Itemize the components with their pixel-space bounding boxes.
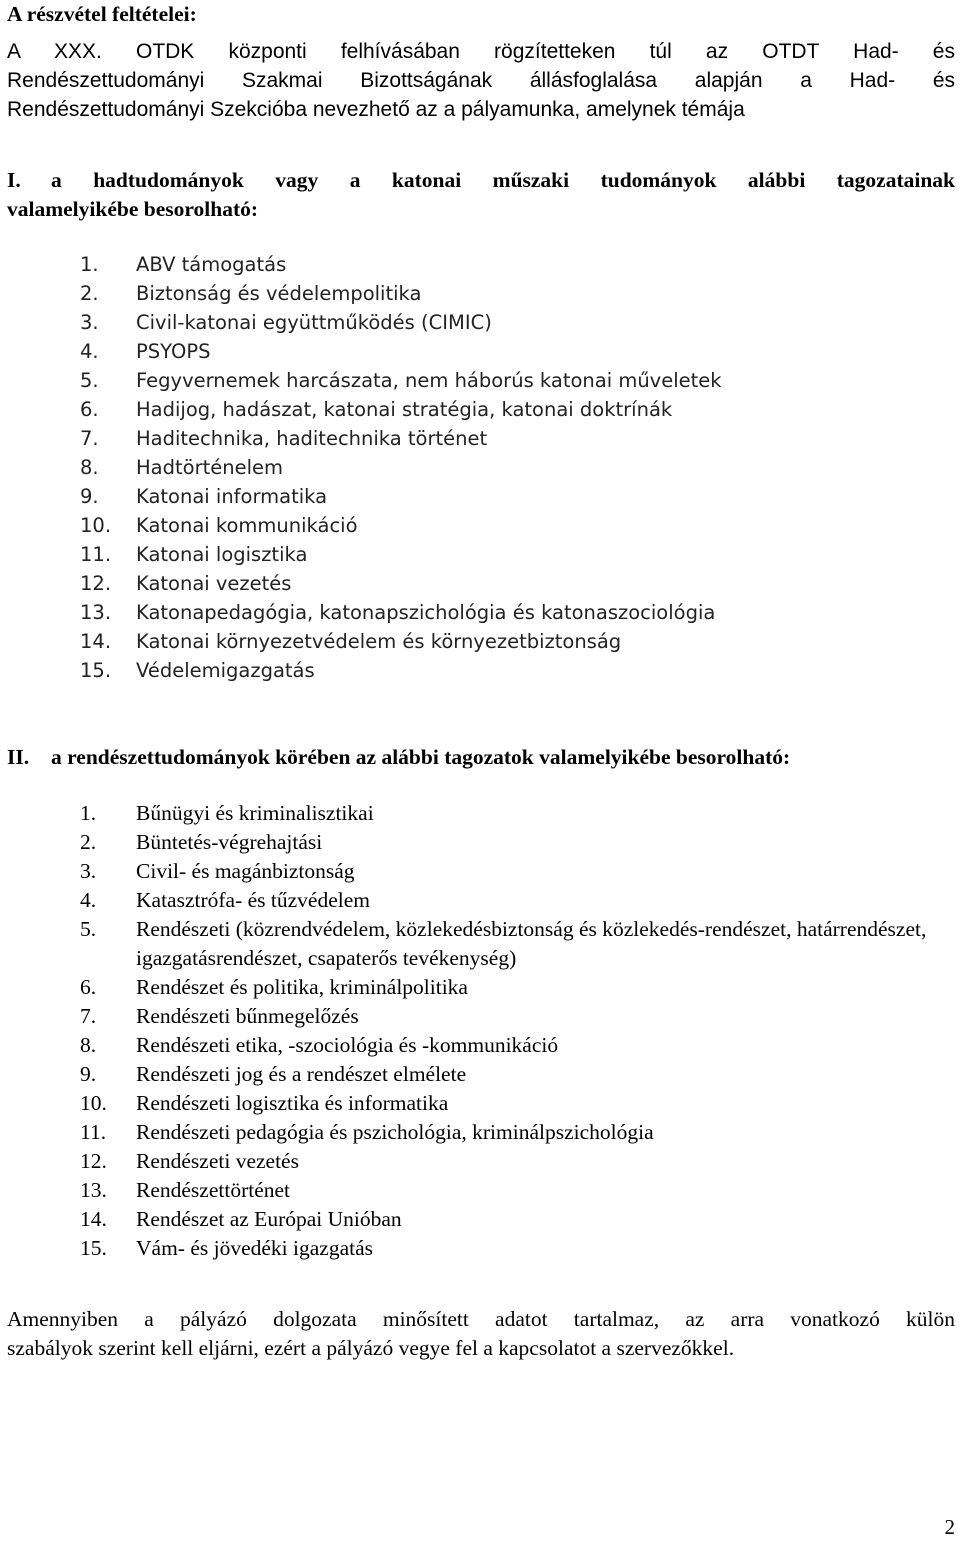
list-item-number: 4.	[80, 340, 99, 363]
list-item-text: Katonapedagógia, katonapszichológia és katonaszociológia	[136, 601, 716, 624]
intro-line: A XXX. OTDK központi felhívásában rögzítetteken túl az OTDT Had- és	[7, 40, 955, 63]
list-item	[80, 598, 722, 627]
list-item-text: PSYOPS	[136, 340, 211, 363]
conditions-heading: A részvétel feltételei:	[7, 2, 197, 26]
list-item	[80, 857, 936, 886]
list-item-number: 9.	[80, 1062, 97, 1086]
list-item	[80, 1060, 936, 1089]
list-item-text: Rendészettörténet	[136, 1178, 291, 1202]
list-item-number: 3.	[80, 859, 97, 883]
list-item-number: 12.	[80, 572, 112, 595]
list-item	[80, 1118, 936, 1147]
list-item-text: Hadijog, hadászat, katonai stratégia, katonai doktrínák	[136, 398, 673, 421]
list-item-text: Rendészeti logisztika és informatika	[136, 1091, 449, 1115]
list-item-text: Rendészeti (közrendvédelem, közlekedésbiztonság és közlekedés-rendészet, határrendészet, igazgatásrendészet, csapaterős tevékenység)	[136, 917, 927, 970]
list-item	[80, 424, 722, 453]
list-item	[80, 1089, 936, 1118]
list-item	[80, 453, 722, 482]
list-item-number: 11.	[80, 543, 112, 566]
section-2-title	[7, 743, 790, 772]
list-item-text: Rendészeti pedagógia és pszichológia, kriminálpszichológia	[136, 1120, 654, 1144]
closing-line: szabályok szerint kell eljárni, ezért a pályázó vegye fel a kapcsolatot a szervezőkkel.	[7, 1336, 735, 1360]
list-item-text: Rendészeti vezetés	[136, 1149, 299, 1173]
list-item-text: Vám- és jövedéki igazgatás	[136, 1236, 374, 1260]
section-1-title	[7, 166, 955, 224]
list-item-text: ABV támogatás	[136, 253, 287, 276]
list-item	[80, 915, 936, 973]
intro-paragraph	[7, 37, 955, 124]
list-item	[80, 886, 936, 915]
list-item-number: 7.	[80, 1004, 97, 1028]
list-item-text: Haditechnika, haditechnika történet	[136, 427, 488, 450]
list-item	[80, 395, 722, 424]
list-item-number: 9.	[80, 485, 99, 508]
closing-paragraph	[7, 1305, 955, 1363]
list-item	[80, 1147, 936, 1176]
list-item	[80, 1176, 936, 1205]
list-item	[80, 540, 722, 569]
list-item	[80, 337, 722, 366]
list-item-number: 5.	[80, 917, 97, 941]
list-item-number: 8.	[80, 1033, 97, 1057]
intro-line: Rendészettudományi Szekcióba nevezhető az a pályamunka, amelynek témája	[7, 98, 745, 121]
section-2-title-text: a rendészettudományok körében az alábbi tagozatok valamelyikébe besorolható:	[51, 745, 791, 769]
list-item-number: 2.	[80, 830, 97, 854]
list-item-text: Hadtörténelem	[136, 456, 283, 479]
list-item-text: Bűnügyi és kriminalisztikai	[136, 801, 374, 825]
list-item-number: 5.	[80, 369, 99, 392]
section-1-numeral: I.	[7, 168, 21, 192]
list-item-text: Katonai logisztika	[136, 543, 308, 566]
section-1-list	[80, 250, 722, 685]
list-item-number: 6.	[80, 398, 99, 421]
list-item-text: Civil- és magánbiztonság	[136, 859, 355, 883]
intro-line: Rendészettudományi Szakmai Bizottságának állásfoglalása alapján a Had- és	[7, 69, 955, 92]
page-number: 2	[944, 1515, 955, 1539]
list-item-text: Büntetés-végrehajtási	[136, 830, 323, 854]
list-item-text: Katonai kommunikáció	[136, 514, 358, 537]
list-item	[80, 1205, 936, 1234]
list-item	[80, 1234, 936, 1263]
list-item-number: 1.	[80, 801, 97, 825]
list-item	[80, 656, 722, 685]
list-item-text: Rendészet és politika, kriminálpolitika	[136, 975, 468, 999]
list-item-number: 13.	[80, 1178, 107, 1202]
list-item	[80, 799, 936, 828]
section-1-title-text: valamelyikébe besorolható:	[7, 197, 259, 221]
list-item-number: 2.	[80, 282, 99, 305]
list-item	[80, 511, 722, 540]
list-item	[80, 366, 722, 395]
list-item-number: 14.	[80, 1207, 107, 1231]
list-item-text: Rendészeti bűnmegelőzés	[136, 1004, 359, 1028]
list-item-text: Civil-katonai együttműködés (CIMIC)	[136, 311, 492, 334]
list-item-number: 15.	[80, 1236, 107, 1260]
list-item	[80, 569, 722, 598]
list-item-text: Védelemigazgatás	[136, 659, 315, 682]
list-item-text: Katonai környezetvédelem és környezetbiztonság	[136, 630, 622, 653]
list-item-number: 8.	[80, 456, 99, 479]
list-item-text: Katonai informatika	[136, 485, 328, 508]
list-item-number: 11.	[80, 1120, 107, 1144]
list-item-text: Fegyvernemek harcászata, nem háborús katonai műveletek	[136, 369, 722, 392]
list-item-text: Katonai vezetés	[136, 572, 292, 595]
list-item-text: Rendészet az Európai Unióban	[136, 1207, 402, 1231]
list-item-number: 15.	[80, 659, 112, 682]
list-item	[80, 1031, 936, 1060]
list-item-number: 10.	[80, 1091, 107, 1115]
section-2-list	[80, 799, 936, 1263]
list-item-text: Katasztrófa- és tűzvédelem	[136, 888, 370, 912]
list-item-number: 1.	[80, 253, 99, 276]
list-item-number: 4.	[80, 888, 97, 912]
list-item	[80, 308, 722, 337]
closing-line: Amennyiben a pályázó dolgozata minősített adatot tartalmaz, az arra vonatkozó külön	[7, 1307, 955, 1331]
list-item	[80, 973, 936, 1002]
list-item-text: Biztonság és védelempolitika	[136, 282, 422, 305]
list-item-number: 12.	[80, 1149, 107, 1173]
list-item	[80, 250, 722, 279]
section-2-numeral: II.	[7, 745, 30, 769]
list-item-number: 3.	[80, 311, 99, 334]
list-item	[80, 482, 722, 511]
list-item	[80, 279, 722, 308]
list-item	[80, 828, 936, 857]
list-item	[80, 1002, 936, 1031]
list-item-number: 14.	[80, 630, 112, 653]
list-item-text: Rendészeti etika, -szociológia és -kommunikáció	[136, 1033, 559, 1057]
list-item-number: 7.	[80, 427, 99, 450]
list-item-number: 10.	[80, 514, 112, 537]
list-item-number: 6.	[80, 975, 97, 999]
list-item	[80, 627, 722, 656]
list-item-text: Rendészeti jog és a rendészet elmélete	[136, 1062, 467, 1086]
section-1-title-text: a hadtudományok vagy a katonai műszaki tudományok alábbi tagozatainak	[51, 168, 955, 192]
list-item-number: 13.	[80, 601, 112, 624]
